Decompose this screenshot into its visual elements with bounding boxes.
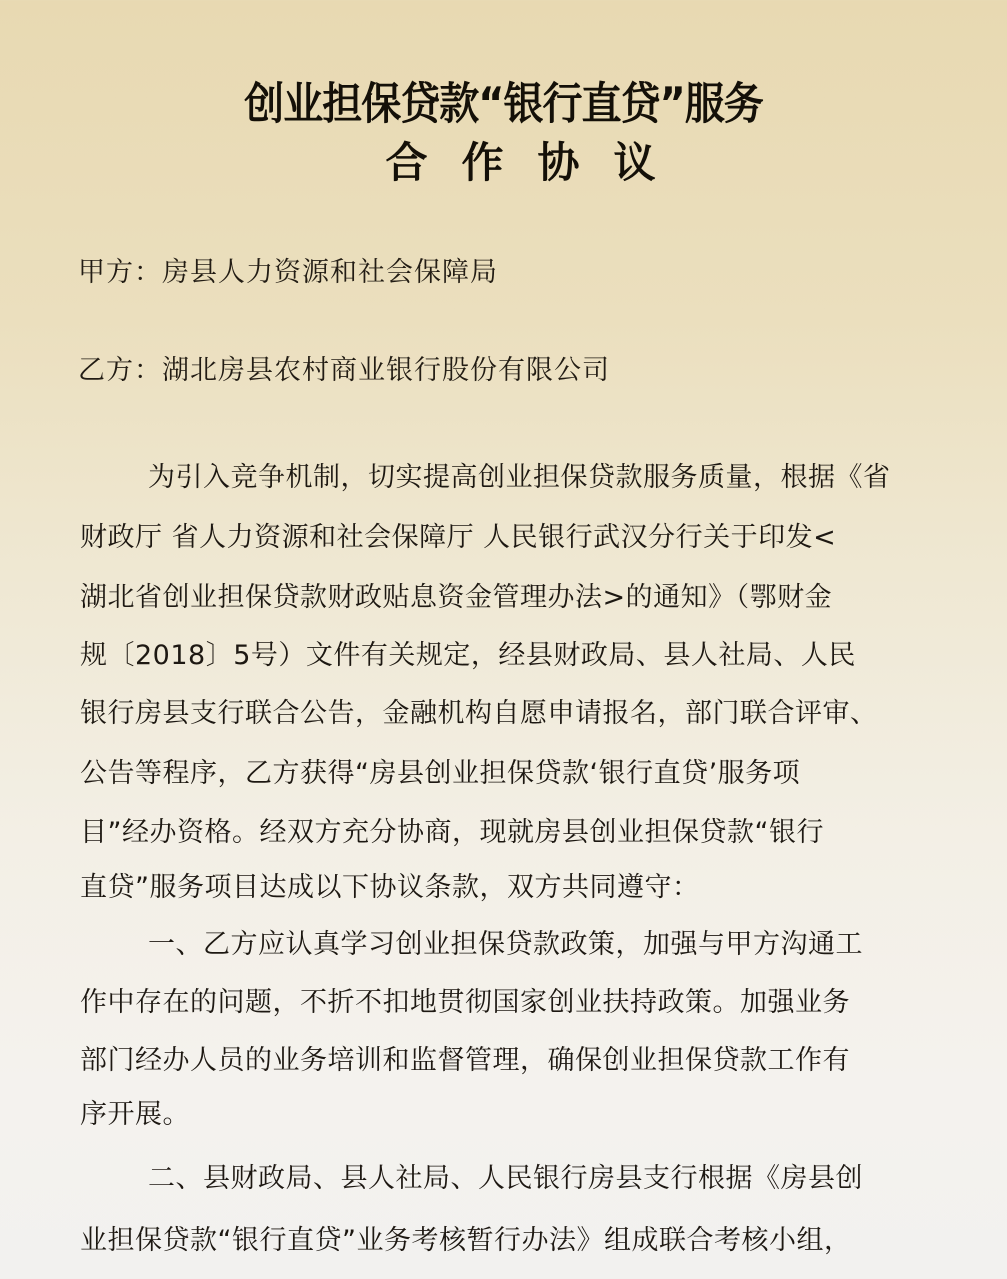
document-subtitle: 合作协议 [385, 138, 690, 187]
text-line: 序开展。 [80, 1099, 190, 1130]
text-line: 财政厅 省人力资源和社会保障厅 人民银行武汉分行关于印发< [80, 522, 837, 553]
text-line: 银行房县支行联合公告，金融机构自愿申请报名，部门联合评审、 [80, 698, 878, 729]
text-line: 二、县财政局、县人社局、人民银行房县支行根据《房县创 [148, 1163, 863, 1194]
text-line: 直贷”服务项目达成以下协议条款，双方共同遵守： [80, 872, 700, 903]
document-title: 创业担保贷款“银行直贷”服务 [244, 79, 763, 130]
party-a: 甲方：房县人力资源和社会保障局 [78, 257, 498, 288]
text-line: 部门经办人员的业务培训和监督管理，确保创业担保贷款工作有 [80, 1045, 850, 1076]
party-b: 乙方：湖北房县农村商业银行股份有限公司 [78, 355, 610, 386]
text-line: 一、乙方应认真学习创业担保贷款政策，加强与甲方沟通工 [148, 929, 863, 960]
text-line: 业担保贷款“银行直贷”业务考核暂行办法》组成联合考核小组， [80, 1225, 852, 1256]
text-line: 公告等程序，乙方获得“房县创业担保贷款‘银行直贷’服务项 [80, 758, 801, 789]
text-line: 规〔2018〕5号）文件有关规定，经县财政局、县人社局、人民 [80, 640, 856, 671]
text-line: 目”经办资格。经双方充分协商，现就房县创业担保贷款“银行 [80, 817, 824, 848]
text-line: 为引入竞争机制，切实提高创业担保贷款服务质量，根据《省 [148, 462, 891, 493]
text-line: 湖北省创业担保贷款财政贴息资金管理办法>的通知》（鄂财金 [80, 582, 833, 613]
text-line: 作中存在的问题，不折不扣地贯彻国家创业扶持政策。加强业务 [80, 987, 850, 1018]
